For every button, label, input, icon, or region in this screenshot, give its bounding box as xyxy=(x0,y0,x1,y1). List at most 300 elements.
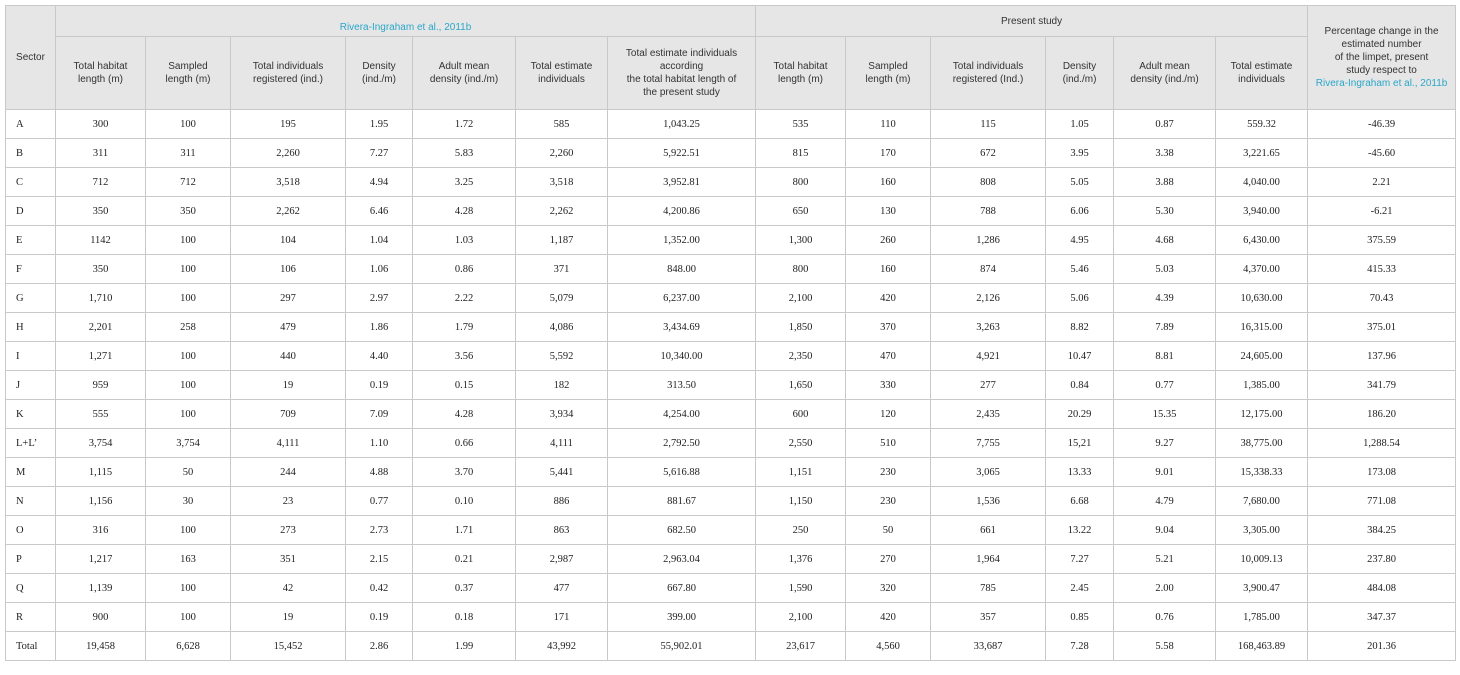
table-cell: 250 xyxy=(756,516,846,545)
table-cell: 4.88 xyxy=(346,458,413,487)
table-cell: 1.71 xyxy=(413,516,516,545)
table-cell: 5,922.51 xyxy=(608,139,756,168)
table-cell: 1,785.00 xyxy=(1216,603,1308,632)
table-cell: 785 xyxy=(931,574,1046,603)
table-cell: 10,630.00 xyxy=(1216,284,1308,313)
table-row xyxy=(6,255,1456,284)
table-cell: 244 xyxy=(231,458,346,487)
table-cell: 2,792.50 xyxy=(608,429,756,458)
table-cell: 4.68 xyxy=(1114,226,1216,255)
table-cell: 297 xyxy=(231,284,346,313)
table-cell: 350 xyxy=(56,197,146,226)
table-cell: 0.76 xyxy=(1114,603,1216,632)
sector-cell: Q xyxy=(6,574,56,603)
table-cell: 19,458 xyxy=(56,632,146,661)
table-cell: 6,430.00 xyxy=(1216,226,1308,255)
table-cell: 170 xyxy=(846,139,931,168)
table-cell: 1.95 xyxy=(346,110,413,139)
table-cell: 7.28 xyxy=(1046,632,1114,661)
table-cell: 3,754 xyxy=(56,429,146,458)
table-cell: 0.37 xyxy=(413,574,516,603)
sector-cell: P xyxy=(6,545,56,574)
table-cell: 100 xyxy=(146,255,231,284)
table-cell: 5,441 xyxy=(516,458,608,487)
table-cell: 874 xyxy=(931,255,1046,284)
table-cell: 160 xyxy=(846,255,931,284)
table-cell: 384.25 xyxy=(1308,516,1456,545)
table-cell: 5,592 xyxy=(516,342,608,371)
table-cell: 13.22 xyxy=(1046,516,1114,545)
sector-cell: B xyxy=(6,139,56,168)
table-cell: 1,217 xyxy=(56,545,146,574)
table-cell: 106 xyxy=(231,255,346,284)
table-cell: 415.33 xyxy=(1308,255,1456,284)
table-row xyxy=(6,284,1456,313)
table-cell: 258 xyxy=(146,313,231,342)
table-cell: 672 xyxy=(931,139,1046,168)
table-cell: 24,605.00 xyxy=(1216,342,1308,371)
table-cell: 330 xyxy=(846,371,931,400)
table-cell: 375.59 xyxy=(1308,226,1456,255)
table-cell: 667.80 xyxy=(608,574,756,603)
table-cell: 1,150 xyxy=(756,487,846,516)
table-cell: 313.50 xyxy=(608,371,756,400)
table-cell: 4.39 xyxy=(1114,284,1216,313)
table-cell: 1,187 xyxy=(516,226,608,255)
table-cell: -6.21 xyxy=(1308,197,1456,226)
table-cell: 8.81 xyxy=(1114,342,1216,371)
table-cell: 2.45 xyxy=(1046,574,1114,603)
header-sector: Sector xyxy=(6,6,56,110)
table-cell: 7.27 xyxy=(1046,545,1114,574)
citation-link[interactable]: Rivera-Ingraham et al., 2011b xyxy=(339,22,472,33)
table-row xyxy=(6,313,1456,342)
table-cell: 30 xyxy=(146,487,231,516)
table-cell: 168,463.89 xyxy=(1216,632,1308,661)
table-cell: 237.80 xyxy=(1308,545,1456,574)
table-cell: 559.32 xyxy=(1216,110,1308,139)
table-cell: 1,288.54 xyxy=(1308,429,1456,458)
sector-cell: G xyxy=(6,284,56,313)
header-present-col: Sampled length (m) xyxy=(846,37,931,110)
table-cell: 6.46 xyxy=(346,197,413,226)
table-cell: 1.79 xyxy=(413,313,516,342)
table-row xyxy=(6,342,1456,371)
sector-cell: M xyxy=(6,458,56,487)
table-cell: 10,340.00 xyxy=(608,342,756,371)
table-cell: 3,940.00 xyxy=(1216,197,1308,226)
table-cell: 881.67 xyxy=(608,487,756,516)
sector-cell: E xyxy=(6,226,56,255)
table-cell: 3,434.69 xyxy=(608,313,756,342)
header-present-col: Density (ind./m) xyxy=(1046,37,1114,110)
table-cell: 5.58 xyxy=(1114,632,1216,661)
table-cell: 1,385.00 xyxy=(1216,371,1308,400)
table-cell: 5.46 xyxy=(1046,255,1114,284)
table-cell: 1.04 xyxy=(346,226,413,255)
table-cell: 1,156 xyxy=(56,487,146,516)
table-cell: 4.28 xyxy=(413,400,516,429)
table-cell: 2.97 xyxy=(346,284,413,313)
table-row xyxy=(6,487,1456,516)
table-cell: 1,271 xyxy=(56,342,146,371)
table-cell: 5,616.88 xyxy=(608,458,756,487)
table-cell: 1,850 xyxy=(756,313,846,342)
table-cell: 100 xyxy=(146,226,231,255)
table-cell: 7.89 xyxy=(1114,313,1216,342)
header-prev-col: Total habitat length (m) xyxy=(56,37,146,110)
table-cell: 2.21 xyxy=(1308,168,1456,197)
table-cell: 3,221.65 xyxy=(1216,139,1308,168)
table-cell: 4,111 xyxy=(516,429,608,458)
table-cell: 0.84 xyxy=(1046,371,1114,400)
table-cell: 682.50 xyxy=(608,516,756,545)
table-cell: 5,079 xyxy=(516,284,608,313)
table-cell: 50 xyxy=(846,516,931,545)
table-cell: 0.18 xyxy=(413,603,516,632)
table-cell: 16,315.00 xyxy=(1216,313,1308,342)
table-cell: 1,650 xyxy=(756,371,846,400)
table-cell: 100 xyxy=(146,284,231,313)
table-cell: 33,687 xyxy=(931,632,1046,661)
header-group-previous xyxy=(56,6,756,37)
sector-cell: O xyxy=(6,516,56,545)
header-group-present: Present study xyxy=(756,6,1308,37)
table-cell: 3,065 xyxy=(931,458,1046,487)
table-cell: 959 xyxy=(56,371,146,400)
table-cell: 555 xyxy=(56,400,146,429)
table-cell: 110 xyxy=(846,110,931,139)
table-cell: 3,952.81 xyxy=(608,168,756,197)
table-cell: 3,263 xyxy=(931,313,1046,342)
table-row xyxy=(6,139,1456,168)
table-row xyxy=(6,400,1456,429)
table-cell: 3,900.47 xyxy=(1216,574,1308,603)
table-cell: 848.00 xyxy=(608,255,756,284)
table-cell: 2.15 xyxy=(346,545,413,574)
table-cell: 100 xyxy=(146,400,231,429)
table-cell: 347.37 xyxy=(1308,603,1456,632)
table-cell: 712 xyxy=(146,168,231,197)
table-cell: 1,376 xyxy=(756,545,846,574)
table-cell: 4,040.00 xyxy=(1216,168,1308,197)
table-cell: 23,617 xyxy=(756,632,846,661)
table-cell: 43,992 xyxy=(516,632,608,661)
table-cell: 186.20 xyxy=(1308,400,1456,429)
table-cell: 3.56 xyxy=(413,342,516,371)
table-cell: 15,21 xyxy=(1046,429,1114,458)
table-cell: 55,902.01 xyxy=(608,632,756,661)
table-cell: 900 xyxy=(56,603,146,632)
table-cell: 20.29 xyxy=(1046,400,1114,429)
table-cell: 5.05 xyxy=(1046,168,1114,197)
table-cell: 1.72 xyxy=(413,110,516,139)
table-cell: 4,560 xyxy=(846,632,931,661)
table-cell: 0.19 xyxy=(346,371,413,400)
table-cell: 351 xyxy=(231,545,346,574)
table-cell: 5.03 xyxy=(1114,255,1216,284)
table-cell: 9.27 xyxy=(1114,429,1216,458)
table-cell: 470 xyxy=(846,342,931,371)
table-cell: 260 xyxy=(846,226,931,255)
table-row xyxy=(6,371,1456,400)
table-cell: 100 xyxy=(146,574,231,603)
table-cell: 350 xyxy=(146,197,231,226)
table-cell: 2,550 xyxy=(756,429,846,458)
sector-cell: J xyxy=(6,371,56,400)
table-cell: 3.25 xyxy=(413,168,516,197)
table-cell: 808 xyxy=(931,168,1046,197)
table-cell: 1,151 xyxy=(756,458,846,487)
table-cell: 2.86 xyxy=(346,632,413,661)
sector-cell: A xyxy=(6,110,56,139)
header-prev-col: Total estimate individuals according the total habitat length of the present study xyxy=(608,37,756,110)
table-cell: 230 xyxy=(846,487,931,516)
table-cell: 9.01 xyxy=(1114,458,1216,487)
table-cell: 4,200.86 xyxy=(608,197,756,226)
table-cell: 357 xyxy=(931,603,1046,632)
table-cell: 2,350 xyxy=(756,342,846,371)
table-row xyxy=(6,603,1456,632)
table-cell: 15,338.33 xyxy=(1216,458,1308,487)
table-cell: 3,518 xyxy=(516,168,608,197)
table-cell: -45.60 xyxy=(1308,139,1456,168)
table-cell: 115 xyxy=(931,110,1046,139)
table-cell: 2.73 xyxy=(346,516,413,545)
table-cell: 2,100 xyxy=(756,603,846,632)
table-cell: 1,964 xyxy=(931,545,1046,574)
table-row xyxy=(6,545,1456,574)
table-cell: 2,260 xyxy=(231,139,346,168)
citation-link[interactable]: Rivera-Ingraham et al., 2011b xyxy=(1315,78,1448,89)
table-cell: 4.40 xyxy=(346,342,413,371)
header-prev-col: Sampled length (m) xyxy=(146,37,231,110)
table-row xyxy=(6,110,1456,139)
table-cell: 316 xyxy=(56,516,146,545)
table-cell: 3.38 xyxy=(1114,139,1216,168)
table-cell: 800 xyxy=(756,255,846,284)
table-cell: 100 xyxy=(146,342,231,371)
table-cell: 4,254.00 xyxy=(608,400,756,429)
table-cell: 100 xyxy=(146,371,231,400)
sector-cell: I xyxy=(6,342,56,371)
table-cell: 1.86 xyxy=(346,313,413,342)
sector-cell: C xyxy=(6,168,56,197)
table-container xyxy=(5,5,1455,661)
table-cell: 3.70 xyxy=(413,458,516,487)
table-cell: 173.08 xyxy=(1308,458,1456,487)
table-cell: 1142 xyxy=(56,226,146,255)
table-cell: 2.00 xyxy=(1114,574,1216,603)
table-cell: 137.96 xyxy=(1308,342,1456,371)
table-cell: 5.30 xyxy=(1114,197,1216,226)
table-cell: 399.00 xyxy=(608,603,756,632)
table-cell: 1.10 xyxy=(346,429,413,458)
limpet-population-table xyxy=(5,5,1456,661)
table-cell: 0.87 xyxy=(1114,110,1216,139)
table-cell: 12,175.00 xyxy=(1216,400,1308,429)
sector-cell: R xyxy=(6,603,56,632)
table-cell: 6.06 xyxy=(1046,197,1114,226)
table-cell: 38,775.00 xyxy=(1216,429,1308,458)
table-row xyxy=(6,632,1456,661)
table-cell: 3.95 xyxy=(1046,139,1114,168)
table-cell: 712 xyxy=(56,168,146,197)
table-cell: 0.15 xyxy=(413,371,516,400)
table-cell: 2,126 xyxy=(931,284,1046,313)
table-cell: 1,115 xyxy=(56,458,146,487)
table-cell: 1,139 xyxy=(56,574,146,603)
table-cell: 4,111 xyxy=(231,429,346,458)
table-cell: 3,518 xyxy=(231,168,346,197)
table-cell: 375.01 xyxy=(1308,313,1456,342)
table-body xyxy=(6,110,1456,661)
table-cell: 815 xyxy=(756,139,846,168)
table-cell: 273 xyxy=(231,516,346,545)
table-cell: 10,009.13 xyxy=(1216,545,1308,574)
table-cell: 300 xyxy=(56,110,146,139)
table-cell: 1,590 xyxy=(756,574,846,603)
table-cell: 0.77 xyxy=(1114,371,1216,400)
table-cell: 6,628 xyxy=(146,632,231,661)
table-cell: 7,680.00 xyxy=(1216,487,1308,516)
table-cell: 15,452 xyxy=(231,632,346,661)
table-cell: 2,987 xyxy=(516,545,608,574)
table-cell: 7.27 xyxy=(346,139,413,168)
table-cell: 195 xyxy=(231,110,346,139)
table-cell: 70.43 xyxy=(1308,284,1456,313)
table-cell: 2,262 xyxy=(231,197,346,226)
table-cell: 3.88 xyxy=(1114,168,1216,197)
table-cell: 8.82 xyxy=(1046,313,1114,342)
sector-cell: D xyxy=(6,197,56,226)
table-cell: 19 xyxy=(231,603,346,632)
table-cell: 341.79 xyxy=(1308,371,1456,400)
table-cell: 510 xyxy=(846,429,931,458)
table-cell: 2,262 xyxy=(516,197,608,226)
table-cell: 709 xyxy=(231,400,346,429)
table-cell: 585 xyxy=(516,110,608,139)
table-cell: 771.08 xyxy=(1308,487,1456,516)
table-cell: 230 xyxy=(846,458,931,487)
table-cell: 1,286 xyxy=(931,226,1046,255)
table-cell: 100 xyxy=(146,516,231,545)
table-cell: 50 xyxy=(146,458,231,487)
table-cell: 2.22 xyxy=(413,284,516,313)
table-cell: 3,305.00 xyxy=(1216,516,1308,545)
table-cell: 100 xyxy=(146,110,231,139)
table-cell: 104 xyxy=(231,226,346,255)
table-cell: 100 xyxy=(146,603,231,632)
table-cell: 350 xyxy=(56,255,146,284)
table-cell: 788 xyxy=(931,197,1046,226)
table-cell: 5.83 xyxy=(413,139,516,168)
table-cell: 661 xyxy=(931,516,1046,545)
table-cell: 1.03 xyxy=(413,226,516,255)
table-cell: 0.21 xyxy=(413,545,516,574)
header-prev-col: Total estimate individuals xyxy=(516,37,608,110)
table-row xyxy=(6,429,1456,458)
table-cell: 311 xyxy=(56,139,146,168)
table-cell: -46.39 xyxy=(1308,110,1456,139)
header-present-col: Adult mean density (ind./m) xyxy=(1114,37,1216,110)
header-present-col: Total estimate individuals xyxy=(1216,37,1308,110)
table-cell: 6,237.00 xyxy=(608,284,756,313)
table-cell: 13.33 xyxy=(1046,458,1114,487)
table-cell: 1,352.00 xyxy=(608,226,756,255)
table-cell: 4.94 xyxy=(346,168,413,197)
table-cell: 4,086 xyxy=(516,313,608,342)
table-cell: 7,755 xyxy=(931,429,1046,458)
table-cell: 370 xyxy=(846,313,931,342)
table-cell: 0.10 xyxy=(413,487,516,516)
table-cell: 4,370.00 xyxy=(1216,255,1308,284)
table-cell: 3,754 xyxy=(146,429,231,458)
table-cell: 7.09 xyxy=(346,400,413,429)
table-cell: 0.42 xyxy=(346,574,413,603)
header-prev-col: Total individuals registered (ind.) xyxy=(231,37,346,110)
table-cell: 1,710 xyxy=(56,284,146,313)
table-cell: 2,201 xyxy=(56,313,146,342)
table-cell: 19 xyxy=(231,371,346,400)
table-cell: 1.06 xyxy=(346,255,413,284)
table-cell: 10.47 xyxy=(1046,342,1114,371)
table-cell: 800 xyxy=(756,168,846,197)
table-row xyxy=(6,197,1456,226)
table-cell: 440 xyxy=(231,342,346,371)
table-cell: 0.66 xyxy=(413,429,516,458)
table-cell: 420 xyxy=(846,603,931,632)
table-cell: 4.79 xyxy=(1114,487,1216,516)
table-cell: 0.77 xyxy=(346,487,413,516)
sector-cell: L+L’ xyxy=(6,429,56,458)
table-cell: 0.85 xyxy=(1046,603,1114,632)
header-prev-col: Density (ind./m) xyxy=(346,37,413,110)
table-cell: 270 xyxy=(846,545,931,574)
table-cell: 535 xyxy=(756,110,846,139)
table-cell: 371 xyxy=(516,255,608,284)
table-cell: 4.28 xyxy=(413,197,516,226)
table-cell: 311 xyxy=(146,139,231,168)
table-cell: 650 xyxy=(756,197,846,226)
header-present-col: Total individuals registered (Ind.) xyxy=(931,37,1046,110)
table-cell: 477 xyxy=(516,574,608,603)
table-row xyxy=(6,516,1456,545)
table-cell: 6.68 xyxy=(1046,487,1114,516)
table-row xyxy=(6,226,1456,255)
table-cell: 2,435 xyxy=(931,400,1046,429)
table-row xyxy=(6,574,1456,603)
header-present-col: Total habitat length (m) xyxy=(756,37,846,110)
table-cell: 42 xyxy=(231,574,346,603)
table-cell: 5.06 xyxy=(1046,284,1114,313)
table-cell: 886 xyxy=(516,487,608,516)
sector-cell: N xyxy=(6,487,56,516)
table-cell: 484.08 xyxy=(1308,574,1456,603)
table-cell: 2,260 xyxy=(516,139,608,168)
sector-cell: Total xyxy=(6,632,56,661)
table-cell: 277 xyxy=(931,371,1046,400)
table-cell: 23 xyxy=(231,487,346,516)
table-cell: 130 xyxy=(846,197,931,226)
sector-cell: K xyxy=(6,400,56,429)
table-header xyxy=(6,6,1456,110)
header-percentage-text: Percentage change in the estimated number of the limpet, present study respect to xyxy=(1324,26,1439,76)
sector-cell: H xyxy=(6,313,56,342)
table-cell: 4.95 xyxy=(1046,226,1114,255)
header-prev-col: Adult mean density (ind./m) xyxy=(413,37,516,110)
table-row xyxy=(6,168,1456,197)
